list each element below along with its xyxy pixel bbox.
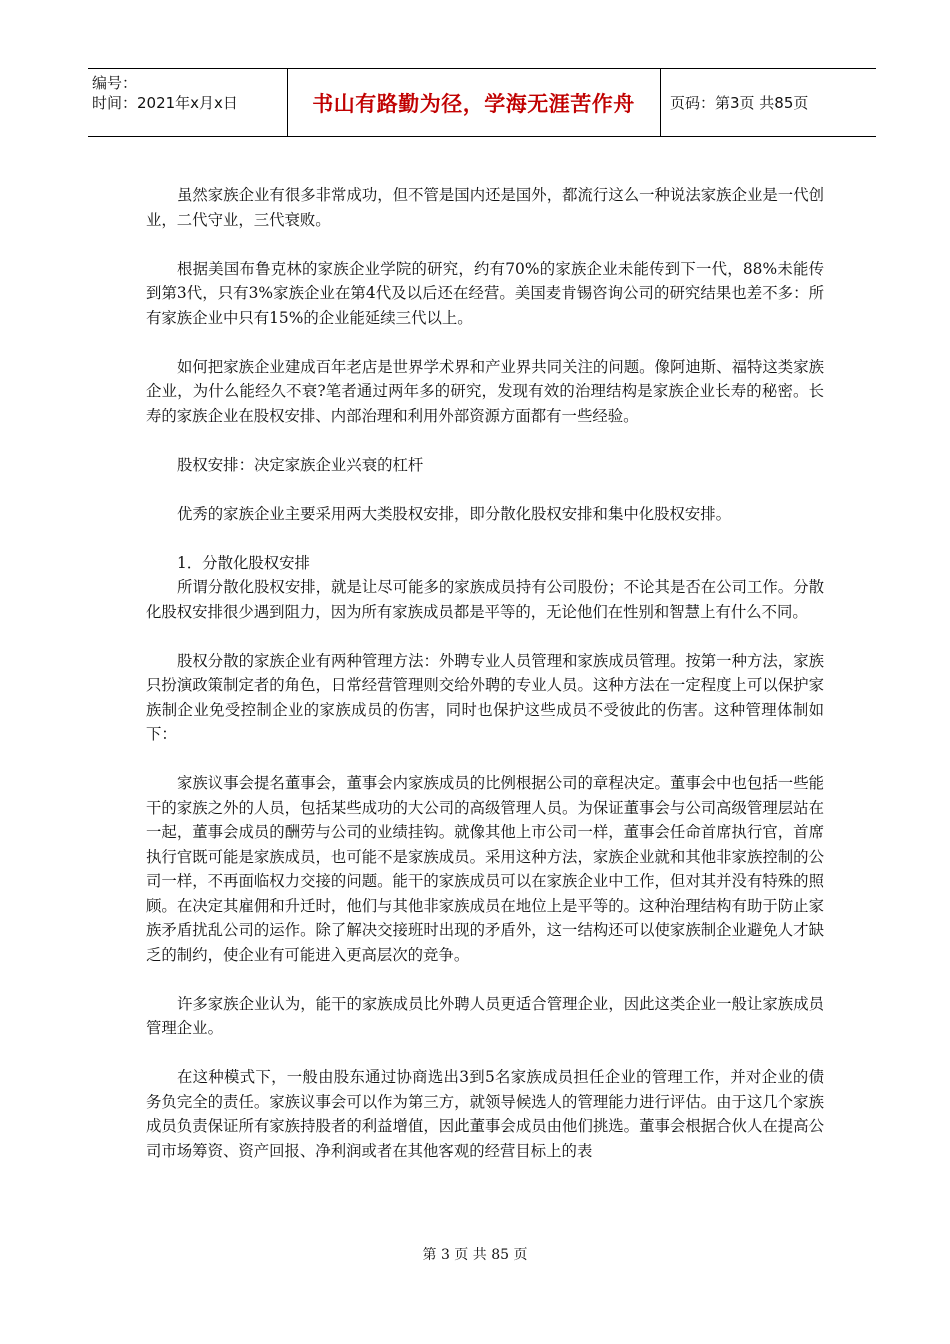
document-body — [146, 183, 824, 1163]
page-header — [88, 68, 876, 137]
header-motto: 书山有路勤为径，学海无涯苦作舟 — [312, 91, 635, 116]
paragraph-management-methods: 股权分散的家族企业有两种管理方法：外聘专业人员管理和家族成员管理。按第一种方法，家族只扮演政策制定者的角色，日常经营管理则交给外聘的专业人员。这种方法在一定程度上可以保护家族制企业免受控制企业的家族成员的伤害，同时也保护这些成员不受彼此的伤害。这种管理体制如下： — [146, 651, 824, 743]
header-page-label: 页码：第3页 共85页 — [670, 94, 809, 112]
subheading-dispersed-equity: 1．分散化股权安排 — [177, 553, 310, 572]
header-divider-right — [660, 69, 661, 136]
paragraph-equity-types: 优秀的家族企业主要采用两大类股权安排，即分散化股权安排和集中化股权安排。 — [177, 504, 732, 523]
section-heading-equity: 股权安排：决定家族企业兴衰的杠杆 — [177, 455, 424, 474]
paragraph-dispersed-definition: 所谓分散化股权安排，就是让尽可能多的家族成员持有公司股份；不论其是否在公司工作。分散化股权安排很少遇到阻力，因为所有家族成员都是平等的，无论他们在性别和智慧上有什么不同。 — [146, 578, 824, 621]
document-number-label: 编号： — [92, 74, 138, 92]
page-footer: 第 3 页 共 85 页 — [422, 1247, 528, 1263]
paragraph-partnership-model: 在这种模式下，一般由股东通过协商选出3到5名家族成员担任企业的管理工作，并对企业的债务负完全的责任。家族议事会可以作为第三方，就领导候选人的管理能力进行评估。由于这几个家族成员负责保证所有家族持股者的利益增值，因此董事会成员由他们挑选。董事会根据合伙人在提高公司市场筹资、资产回报、净利润或者在其他客观的经营目标上的表 — [146, 1068, 824, 1160]
paragraph-question: 如何把家族企业建成百年老店是世界学术界和产业界共同关注的问题。像阿迪斯、福特这类家族企业，为什么能经久不衰?笔者通过两年多的研究，发现有效的治理结构是家族企业长寿的秘密。长寿的家族企业在股权安排、内部治理和利用外部资源方面都有一些经验。 — [146, 357, 824, 425]
document-time-label: 时间：2021年x月x日 — [92, 94, 238, 112]
paragraph-board-structure: 家族议事会提名董事会，董事会内家族成员的比例根据公司的章程决定。董事会中也包括一些能干的家族之外的人员，包括某些成功的大公司的高级管理人员。为保证董事会与公司高级管理层站在一起，董事会成员的酬劳与公司的业绩挂钩。就像其他上市公司一样，董事会任命首席执行官，首席执行官既可能是家族成员，也可能不是家族成员。采用这种方法，家族企业就和其他非家族控制的公司一样，不再面临权力交接的问题。能干的家族成员可以在家族企业中工作，但对其并没有特殊的照顾。在决定其雇佣和升迁时，他们与其他非家族成员在地位上是平等的。这种治理结构有助于防止家族矛盾扰乱公司的运作。除了解决交接班时出现的矛盾外，这一结构还可以使家族制企业避免人才缺乏的制约，使企业有可能进入更高层次的竞争。 — [146, 774, 824, 964]
header-meta — [92, 73, 238, 113]
paragraph-statistics: 根据美国布鲁克林的家族企业学院的研究，约有70%的家族企业未能传到下一代，88%未能传到第3代，只有3%家族企业在第4代及以后还在经营。美国麦肯锡咨询公司的研究结果也差不多：所有家族企业中只有15%的企业能延续三代以上。 — [146, 259, 824, 327]
paragraph-family-management: 许多家族企业认为，能干的家族成员比外聘人员更适合管理企业，因此这类企业一般让家族成员管理企业。 — [146, 994, 824, 1037]
paragraph-intro: 虽然家族企业有很多非常成功，但不管是国内还是国外，都流行这么一种说法家族企业是一代创业，二代守业，三代衰败。 — [146, 186, 824, 229]
